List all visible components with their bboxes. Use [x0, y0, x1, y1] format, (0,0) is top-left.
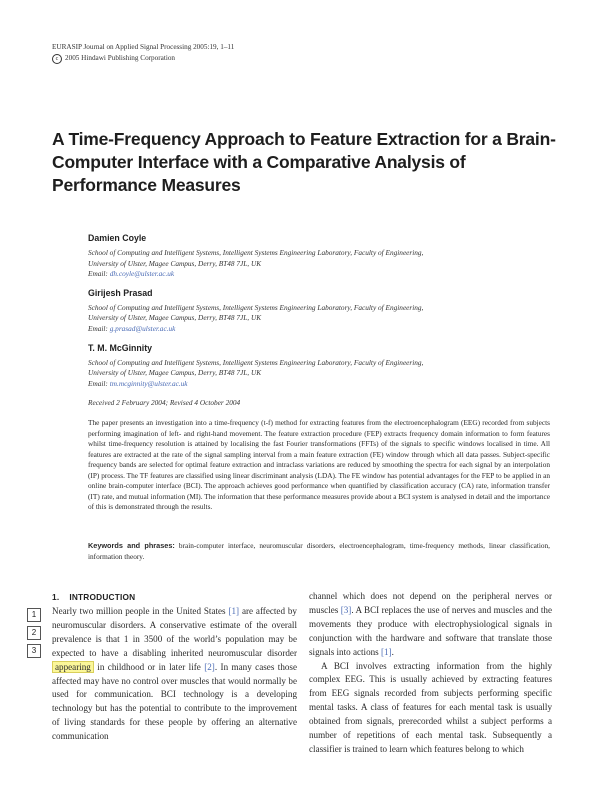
- left-column: [52, 605, 297, 744]
- paper-title: A Time-Frequency Approach to Feature Extraction for a Brain-Computer Interface with a Comparative Analysis of Performance Measures: [52, 129, 556, 195]
- keywords-text: brain-computer interface, neuromuscular disorders, electroencephalogram, time-frequency methods, linear classification, information theory.: [88, 541, 550, 561]
- author-block: [88, 287, 558, 335]
- author-email-link[interactable]: g.prasad@ulster.ac.uk: [109, 323, 176, 333]
- author-email-link[interactable]: tm.mcginnity@ulster.ac.uk: [109, 378, 188, 388]
- keywords-label: Keywords and phrases:: [88, 541, 175, 550]
- author-affiliation: School of Computing and Intelligent Systems, Intelligent Systems Engineering Laboratory, Faculty of Engineering,: [88, 357, 424, 367]
- right-column: [309, 590, 552, 757]
- journal-header: [52, 42, 234, 64]
- abstract: The paper presents an investigation into a time-frequency (t-f) method for extracting features from the electroencephalogram (EEG) recorded from subjects performing imagination of left- and right-hand movement. The feature extraction procedure (FEP) extracts frequency domain information to form features whilst time-frequency resolution is attained by localising the fast Fourier transformations (FFTs) of the signals to specific windows localised in time. All features are extracted at the rate of the signal sampling interval from a main feature extraction (FE) window through which all data passes. Subject-specific frequency bands are selected for optimal feature extraction and intraclass variations are reduced by smoothing the spectra for each signal by an interpolation (IP) process. The TF features are classified using linear discriminant analysis (LDA). The FE window has potential advantages for the FEP to be applied in an online brain-computer interface (BCI). The approach achieves good performance when quantified by classification accuracy (CA) rate, information transfer (IT) rate, and mutual information (MI). The information that these performance measures provide about a BCI system is analysed in detail and the importance of this is demonstrated through the results.: [88, 418, 550, 512]
- copyright-icon: c: [52, 54, 62, 64]
- author-list: [88, 232, 558, 396]
- email-label: Email:: [88, 378, 108, 388]
- author-block: [88, 232, 558, 280]
- email-label: Email:: [88, 323, 108, 333]
- author-email-line: [88, 269, 558, 280]
- author-affiliation: School of Computing and Intelligent Systems, Intelligent Systems Engineering Laboratory, Faculty of Engineering,: [88, 248, 424, 257]
- author-affiliation: University of Ulster, Magee Campus, Derry, BT48 7JL, UK: [88, 258, 262, 268]
- author-affiliation: University of Ulster, Magee Campus, Derry, BT48 7JL, UK: [88, 313, 262, 323]
- line-number-marker[interactable]: 2: [27, 626, 41, 640]
- author-email-line: [88, 379, 558, 390]
- section-title: INTRODUCTION: [69, 592, 136, 602]
- author-name: Damien Coyle: [88, 233, 147, 243]
- author-affiliation: School of Computing and Intelligent Systems, Intelligent Systems Engineering Laboratory, Faculty of Engineering,: [88, 302, 424, 312]
- author-affiliation: University of Ulster, Magee Campus, Derry, BT48 7JL, UK: [88, 368, 262, 378]
- line-number-marker[interactable]: 3: [27, 644, 41, 658]
- author-email-line: [88, 324, 558, 335]
- email-label: Email:: [88, 269, 108, 279]
- section-heading: [52, 592, 135, 602]
- author-name: Girijesh Prasad: [88, 287, 153, 298]
- section-number: 1.: [52, 592, 60, 602]
- citation-link[interactable]: [3]: [340, 604, 352, 615]
- highlighted-word[interactable]: appearing: [52, 661, 94, 673]
- copyright-line: [52, 53, 234, 64]
- citation-link[interactable]: [1]: [228, 606, 240, 616]
- copyright-text: 2005 Hindawi Publishing Corporation: [65, 54, 176, 62]
- keywords: [88, 541, 550, 562]
- bci-paragraph: A BCI involves extracting information from the highly complex EEG. This is usually achieved by extracting features from EEG signals recorded from subjects performing specific mental tasks. A class of features for each mental task is usually obtained from signals, prerecorded whilst a subject performs a number of repetitions of each mental task. Subsequently a classifier is trained to learn which features belong to which: [309, 660, 552, 754]
- journal-citation: EURASIP Journal on Applied Signal Processing 2005:19, 1–11: [52, 43, 235, 51]
- intro-paragraph: Nearly two million people in the United States [1] are affected by neuromuscular disorders. A conservative estimate of the overall prevalence is that 1 in 3500 of the world’s population may be expected to have a disabling inherited neuromuscular disorder appearing in childhood or in later life [2]. In many cases those affected may have no control over muscles that would normally be used for communication. BCI technology is a developing technology but has the potential to contribute to the improvement of living standards for these people by offering an alternative communication: [52, 606, 297, 742]
- citation-link[interactable]: [2]: [204, 661, 215, 672]
- author-email-link[interactable]: dh.coyle@ulster.ac.uk: [109, 269, 175, 279]
- citation-link[interactable]: [1]: [381, 646, 392, 657]
- received-date: Received 2 February 2004; Revised 4 October 2004: [88, 398, 241, 407]
- line-number-marker[interactable]: 1: [27, 608, 41, 622]
- author-block: [88, 342, 558, 390]
- intro-paragraph-continued: channel which does not depend on the peripheral nerves or muscles [3]. A BCI replaces the use of nerves and muscles and the movements they produce with electrophysiological signals in conjunction with the hardware and software that translate those signals into actions [1].: [309, 591, 553, 657]
- author-name: T. M. McGinnity: [88, 342, 153, 353]
